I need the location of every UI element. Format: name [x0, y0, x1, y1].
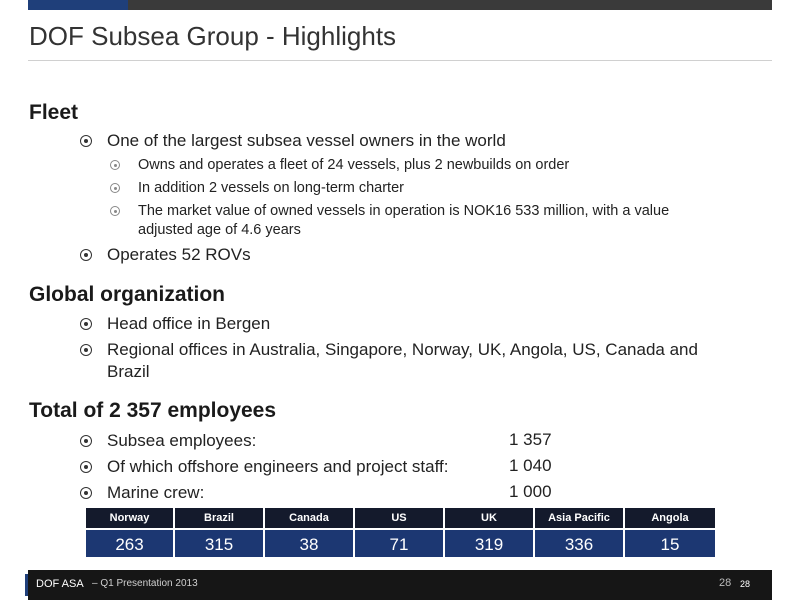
org-bullet-regional: [107, 339, 698, 383]
top-bar: [28, 0, 772, 10]
region-value-angola: 15: [625, 528, 715, 557]
fleet-heading: Fleet: [29, 101, 79, 124]
fleet-bullet-largest-text: One of the largest subsea vessel owners in the world: [107, 131, 506, 150]
employees-row-value: 1 000: [509, 482, 552, 501]
fleet-bullet-largest: [107, 130, 506, 152]
employees-row-label: Of which offshore engineers and project staff:: [107, 457, 449, 476]
region-header-us: US: [355, 508, 445, 528]
employees-row-value: 1 040: [509, 456, 552, 475]
bullet-icon: [80, 249, 92, 261]
top-bar-accent: [28, 0, 128, 10]
fleet-sub-charter: [138, 179, 404, 198]
fleet-sub-charter-text: In addition 2 vessels on long-term charter: [138, 180, 404, 196]
region-header-canada: Canada: [265, 508, 355, 528]
region-value-asia-pacific: 336: [535, 528, 625, 557]
org-heading: Global organization: [29, 283, 226, 306]
bullet-icon: [80, 487, 92, 499]
footer-accent: [25, 574, 28, 596]
sub-bullet-icon: [110, 183, 120, 193]
slide-title: DOF Subsea Group - Highlights: [29, 21, 397, 51]
region-header-norway: Norway: [86, 508, 175, 528]
region-value-uk: 319: [445, 528, 535, 557]
regions-table: [86, 508, 715, 559]
footer-bar: [28, 570, 772, 600]
bullet-icon: [80, 318, 92, 330]
region-value-canada: 38: [265, 528, 355, 557]
region-value-brazil: 315: [175, 528, 265, 557]
region-header-angola: Angola: [625, 508, 715, 528]
sub-bullet-icon: [110, 206, 120, 216]
footer-presentation: – Q1 Presentation 2013: [92, 578, 198, 589]
footer-company: DOF ASA: [36, 578, 84, 590]
fleet-sub-market-value-line1: The market value of owned vessels in operation is NOK16 533 million, with a value: [138, 203, 670, 219]
bullet-icon: [80, 344, 92, 356]
footer-page-number: 28: [719, 577, 732, 589]
bullet-icon: [80, 435, 92, 447]
employees-heading: Total of 2 357 employees: [29, 399, 277, 422]
org-bullet-head-office-text: Head office in Bergen: [107, 314, 271, 333]
region-header-brazil: Brazil: [175, 508, 265, 528]
regions-table-values: [86, 528, 715, 557]
employees-row: [107, 430, 256, 452]
regions-table-header: [86, 508, 715, 528]
employees-row-label: Subsea employees:: [107, 431, 257, 450]
region-value-us: 71: [355, 528, 445, 557]
org-bullet-regional-line2: Brazil: [107, 362, 150, 381]
bullet-icon: [80, 461, 92, 473]
fleet-bullet-rovs: [107, 244, 251, 266]
bullet-icon: [80, 135, 92, 147]
employees-row: [107, 456, 448, 478]
region-header-uk: UK: [445, 508, 535, 528]
fleet-sub-vessels-text: Owns and operates a fleet of 24 vessels, plus 2 newbuilds on order: [138, 157, 570, 173]
region-header-asia-pacific: Asia Pacific: [535, 508, 625, 528]
title-divider: [28, 60, 772, 61]
fleet-sub-market-value: [138, 202, 669, 240]
employees-row: [107, 482, 204, 504]
fleet-sub-market-value-line2: adjusted age of 4.6 years: [138, 222, 301, 238]
fleet-sub-vessels: [138, 156, 569, 175]
employees-row-label: Marine crew:: [107, 483, 205, 502]
employees-row-value: 1 357: [509, 430, 552, 449]
org-bullet-regional-line1: Regional offices in Australia, Singapore, Norway, UK, Angola, US, Canada and: [107, 340, 698, 359]
sub-bullet-icon: [110, 160, 120, 170]
org-bullet-head-office: [107, 313, 270, 335]
region-value-norway: 263: [86, 528, 175, 557]
fleet-bullet-rovs-text: Operates 52 ROVs: [107, 245, 251, 264]
footer-page-number-small: 28: [740, 579, 751, 589]
